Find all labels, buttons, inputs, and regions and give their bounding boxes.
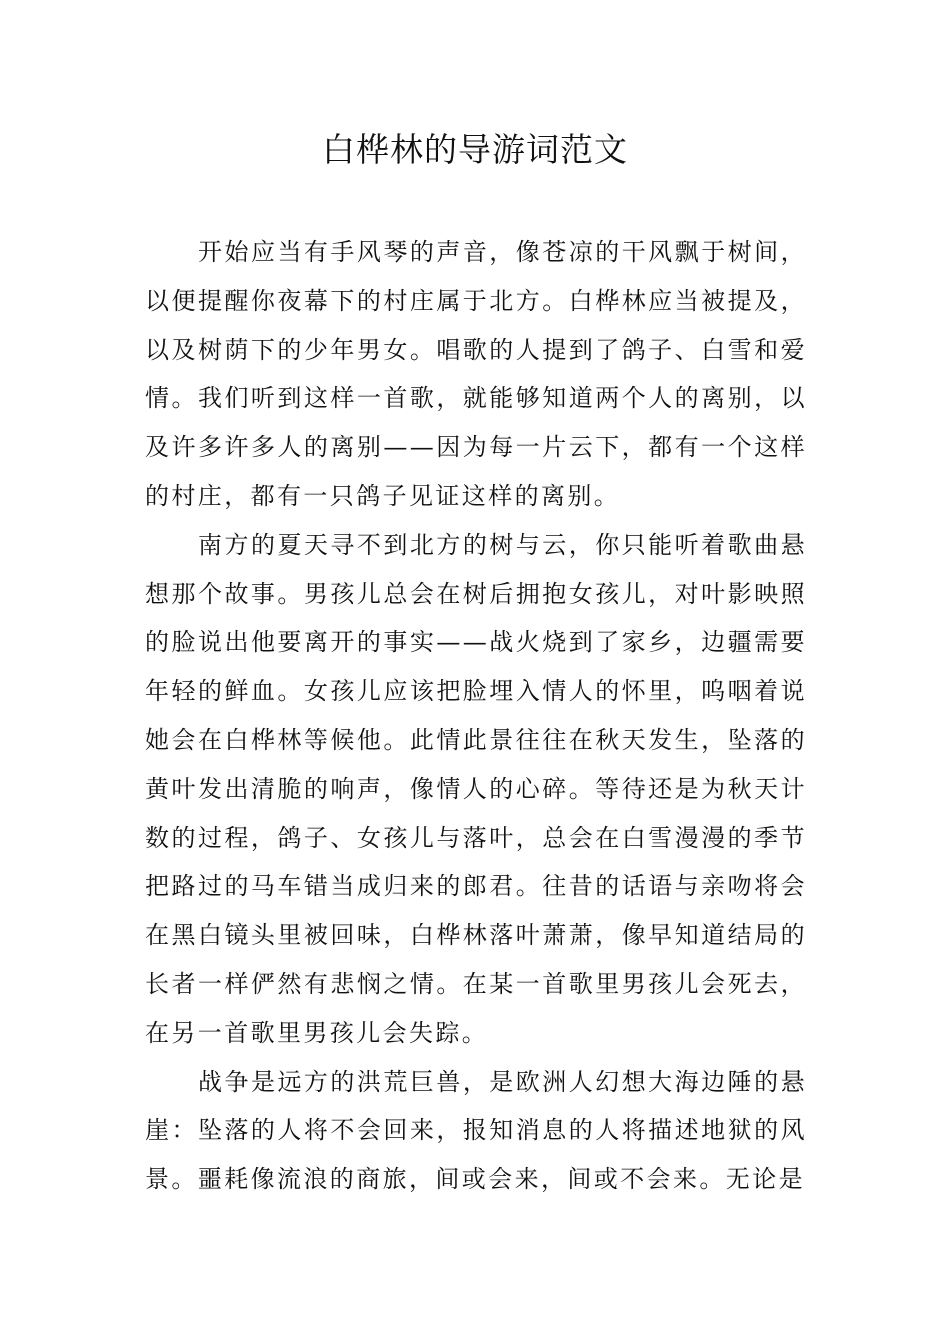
document-title: 白桦林的导游词范文	[322, 130, 628, 169]
paragraph: 开始应当有手风琴的声音，像苍凉的干风飘于树间，以便提醒你夜幕下的村庄属于北方。白桦林应当被提及，以及树荫下的少年男女。唱歌的人提到了鸽子、白雪和爱情。我们听到这样一首歌，就能够知道两个人的离别，以及许多许多人的离别——因为每一片云下，都有一个这样的村庄，都有一只鸽子见证这样的离别。	[145, 238, 807, 510]
paragraph: 战争是远方的洪荒巨兽，是欧洲人幻想大海边陲的悬崖：坠落的人将不会回来，报知消息的人将描述地狱的风景。噩耗像流浪的商旅，间或会来，间或不会来。无论是	[145, 1067, 807, 1194]
document-body	[145, 228, 807, 1204]
paragraph: 南方的夏天寻不到北方的树与云，你只能听着歌曲悬想那个故事。男孩儿总会在树后拥抱女孩儿，对叶影映照的脸说出他要离开的事实——战火烧到了家乡，边疆需要年轻的鲜血。女孩儿应该把脸埋入情人的怀里，呜咽着说她会在白桦林等候他。此情此景往往在秋天发生，坠落的黄叶发出清脆的响声，像情人的心碎。等待还是为秋天计数的过程，鸽子、女孩儿与落叶，总会在白雪漫漫的季节把路过的马车错当成归来的郎君。往昔的话语与亲吻将会在黑白镜头里被回味，白桦林落叶萧萧，像早知道结局的长者一样俨然有悲悯之情。在某一首歌里男孩儿会死去，在另一首歌里男孩儿会失踪。	[145, 530, 807, 1047]
